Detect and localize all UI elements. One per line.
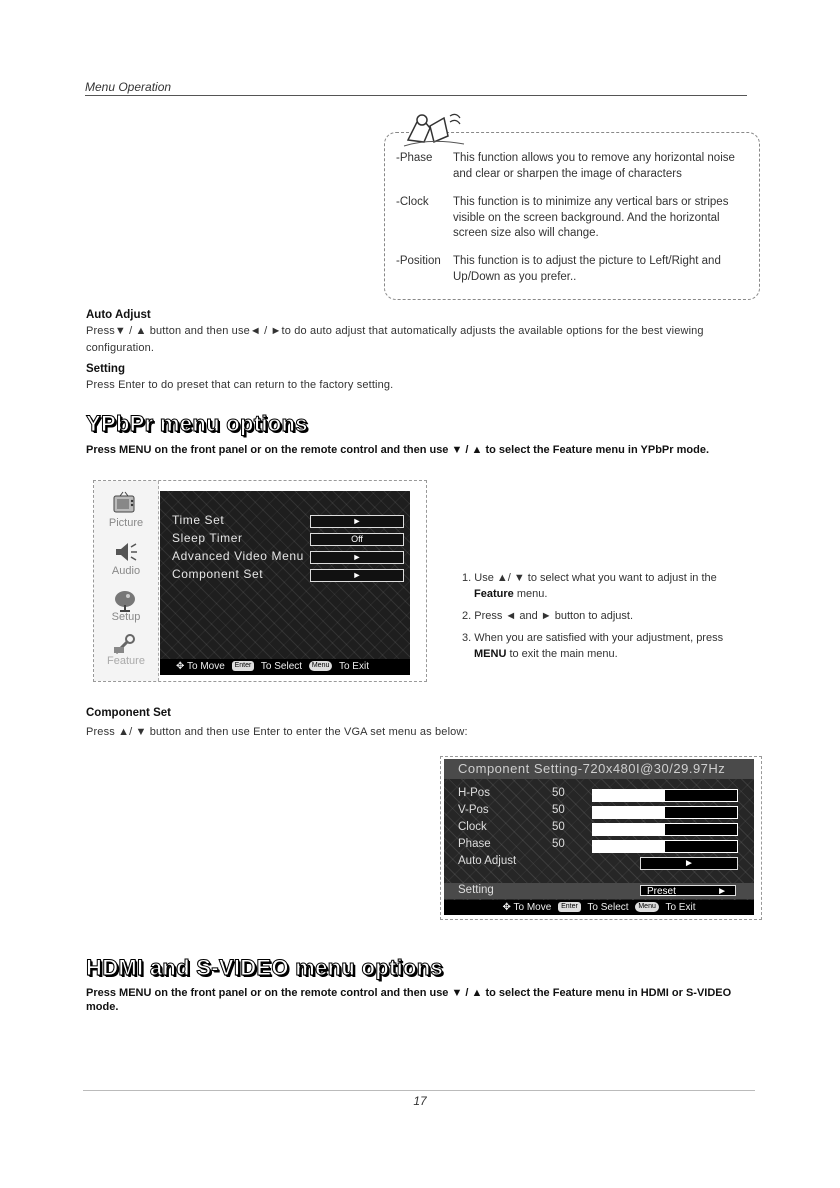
- footer-rule: [83, 1090, 755, 1091]
- menu-key-icon: Menu: [635, 902, 659, 912]
- component-set-heading: Component Set: [86, 707, 171, 719]
- header-rule: [85, 95, 747, 96]
- auto-adjust-heading: Auto Adjust: [86, 309, 151, 321]
- component-set-text: Press ▲/ ▼ button and then use Enter to enter the VGA set menu as below:: [86, 726, 468, 738]
- h-pos-value: 50: [552, 787, 565, 799]
- phase-value: 50: [552, 838, 565, 850]
- v-pos-slider[interactable]: [592, 806, 738, 819]
- menu-item-clock[interactable]: Clock: [458, 821, 487, 833]
- footer-select: To Select: [587, 902, 629, 913]
- note-term: -Clock: [396, 196, 429, 208]
- menu-key-icon: Menu: [309, 661, 333, 671]
- page-number: 17: [413, 1094, 427, 1108]
- feature-menu-screenshot: [93, 480, 427, 682]
- menu-item-setting[interactable]: Setting: [458, 884, 494, 896]
- sidebar-item-feature[interactable]: Feature: [107, 655, 145, 667]
- component-setting-screenshot: [440, 756, 762, 920]
- footer-select: To Select: [260, 661, 303, 672]
- section-header: Menu Operation: [85, 80, 172, 94]
- menu-item-h-pos[interactable]: H-Pos: [458, 787, 490, 799]
- footer-exit: To Exit: [338, 661, 369, 672]
- ypbpr-instruction: Press MENU on the front panel or on the remote control and then use ▼ / ▲ to select the Feature menu in YPbPr mode.: [86, 444, 709, 456]
- setting-heading: Setting: [86, 363, 125, 375]
- ypbpr-heading: YPbPr menu options: [86, 411, 308, 436]
- enter-key-icon: Enter: [232, 661, 255, 671]
- notebook-clipart-icon: [400, 108, 466, 148]
- component-set-arrow[interactable]: ►: [310, 569, 404, 582]
- clock-value: 50: [552, 821, 565, 833]
- auto-adjust-text: Press▼ / ▲ button and then use◄ / ►to do auto adjust that automatically adjusts the available options for the best viewing configuration.: [86, 325, 704, 354]
- menu-sidebar: [94, 481, 159, 681]
- setting-preset-value[interactable]: Preset ►: [640, 885, 736, 896]
- sleep-timer-value[interactable]: Off: [310, 533, 404, 546]
- sidebar-item-setup[interactable]: Setup: [111, 611, 141, 623]
- menu-item-sleep-timer[interactable]: Sleep Timer: [172, 531, 243, 545]
- note-text: This function is to minimize any vertical bars or stripes visible on the screen background. And the horizontal screen size also will change.: [453, 196, 729, 239]
- component-setting-title: Component Setting-720x480I@30/29.97Hz: [444, 759, 754, 779]
- h-pos-slider[interactable]: [592, 789, 738, 802]
- hdmi-instruction: Press MENU on the front panel or on the remote control and then use ▼ / ▲ to select the Feature menu in HDMI or S-VIDEO mode.: [86, 987, 732, 1013]
- hdmi-heading: HDMI and S-VIDEO menu options: [86, 955, 444, 980]
- note-text: This function is to adjust the picture to Left/Right and Up/Down as you prefer..: [453, 255, 721, 283]
- step-item: 1. Use ▲/ ▼ to select what you want to adjust in the Feature menu.: [462, 572, 717, 600]
- step-item: 3. When you are satisfied with your adjustment, press MENU to exit the main menu.: [462, 632, 724, 660]
- clock-slider[interactable]: [592, 823, 738, 836]
- menu-item-auto-adjust[interactable]: Auto Adjust: [458, 855, 517, 867]
- phase-slider[interactable]: [592, 840, 738, 853]
- menu-item-time-set[interactable]: Time Set: [172, 513, 225, 527]
- footer-move: To Move: [513, 902, 552, 913]
- enter-key-icon: Enter: [558, 902, 581, 912]
- menu-footer: [160, 659, 410, 675]
- satellite-dish-icon: [112, 587, 138, 613]
- sidebar-item-picture[interactable]: Picture: [108, 517, 144, 529]
- sidebar-item-audio[interactable]: Audio: [111, 565, 141, 577]
- note-term: -Position: [396, 255, 441, 267]
- setting-text: Press Enter to do preset that can return to the factory setting.: [86, 379, 394, 391]
- auto-adjust-arrow[interactable]: ►: [640, 857, 738, 870]
- menu-item-phase[interactable]: Phase: [458, 838, 491, 850]
- component-setting-panel: [444, 759, 754, 915]
- footer-exit: To Exit: [665, 902, 696, 913]
- instruction-steps: [462, 570, 762, 668]
- menu-item-component-set[interactable]: Component Set: [172, 567, 264, 581]
- menu-item-v-pos[interactable]: V-Pos: [458, 804, 489, 816]
- navigate-icon: ✥: [502, 902, 511, 913]
- v-pos-value: 50: [552, 804, 565, 816]
- menu-item-advanced-video[interactable]: Advanced Video Menu: [172, 549, 304, 563]
- speaker-icon: [112, 539, 138, 565]
- setting-footer: [444, 900, 754, 915]
- navigate-icon: ✥: [176, 661, 185, 672]
- tools-icon: [112, 631, 138, 657]
- feature-menu-panel: [160, 491, 410, 675]
- footer-move: To Move: [187, 661, 225, 672]
- time-set-arrow[interactable]: ►: [310, 515, 404, 528]
- advanced-video-arrow[interactable]: ►: [310, 551, 404, 564]
- step-item: 2. Press ◄ and ► button to adjust.: [462, 610, 633, 622]
- note-text: This function allows you to remove any horizontal noise and clear or sharpen the image of characters: [453, 152, 735, 180]
- note-term: -Phase: [396, 152, 433, 164]
- setting-row[interactable]: [444, 883, 754, 899]
- tv-icon: [112, 491, 138, 517]
